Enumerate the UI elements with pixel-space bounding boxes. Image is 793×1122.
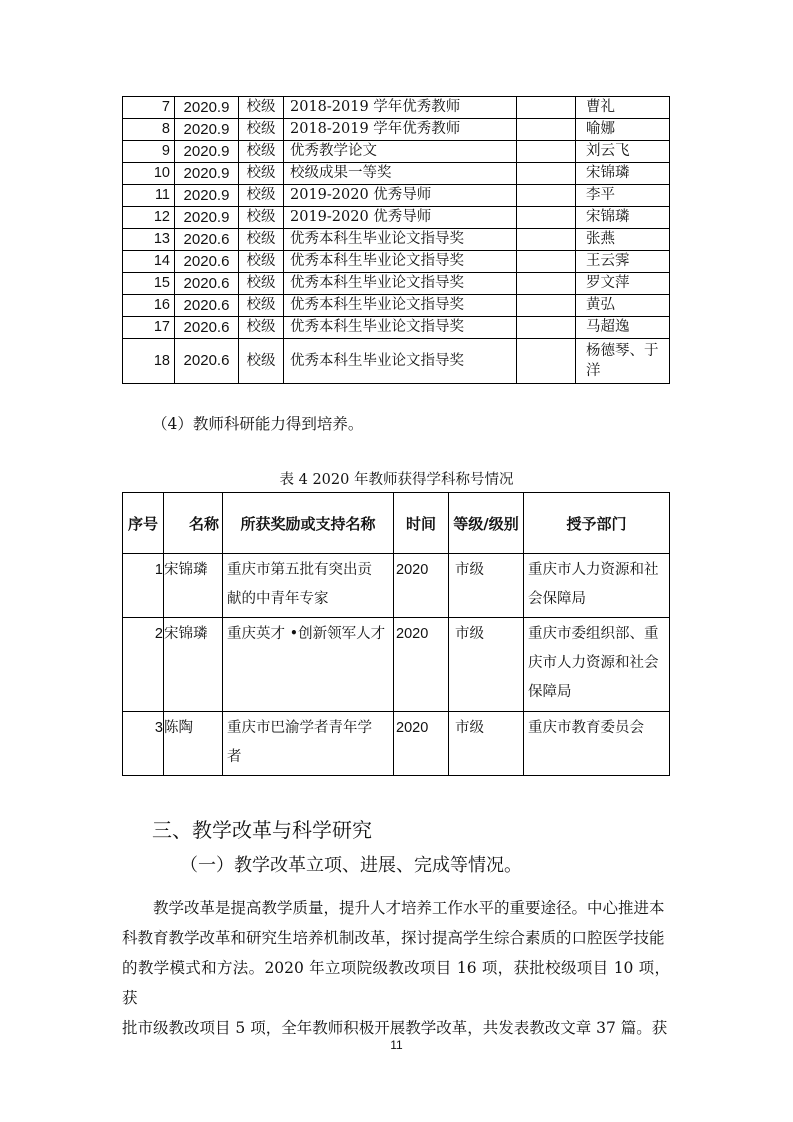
cell-no: 10: [123, 163, 175, 185]
cell-name: 曹礼: [576, 97, 670, 119]
cell-level: 校级: [239, 317, 284, 339]
page-number: 11: [390, 1038, 403, 1052]
cell-level: 校级: [239, 251, 284, 273]
cell-date: 2020.6: [175, 229, 239, 251]
cell-date: 2020.9: [175, 119, 239, 141]
cell-date: 2020.6: [175, 339, 239, 384]
table-row: [123, 251, 670, 273]
table-row: [123, 339, 670, 384]
cell-award: 校级成果一等奖: [284, 163, 517, 185]
table-row: [123, 229, 670, 251]
cell-award: 优秀教学论文: [284, 141, 517, 163]
table-header-row: [123, 493, 670, 554]
cell-award-line: 献的中青年专家: [227, 591, 329, 607]
table-row: [123, 554, 670, 618]
cell-award-line: 重庆市巴渝学者青年学: [227, 720, 372, 736]
cell-name: 刘云飞: [576, 141, 670, 163]
cell-name: 宋锦璘: [164, 554, 223, 618]
cell-name: 宋锦璘: [164, 618, 223, 712]
body-line: 科教育教学改革和研究生培养机制改革，探讨提高学生综合素质的口腔医学技能: [122, 929, 665, 947]
cell-empty: [517, 295, 576, 317]
cell-level: 校级: [239, 97, 284, 119]
body-line: 的教学模式和方法。2020 年立项院级教改项目 16 项，获批校级项目 10 项，获: [122, 959, 670, 1007]
cell-level: 校级: [239, 185, 284, 207]
cell-dept-line: 重庆市人力资源和社: [528, 562, 659, 578]
cell-no: 8: [123, 119, 175, 141]
cell-award: [223, 554, 394, 618]
cell-award-line: 重庆市第五批有突出贡: [227, 562, 372, 578]
cell-name: 王云霁: [576, 251, 670, 273]
cell-empty: [517, 317, 576, 339]
cell-award-line: 重庆英才 •创新领军人才: [227, 626, 386, 642]
cell-name-line: 杨德琴、于: [586, 343, 659, 359]
subsection-title: （一）教学改革立项、进展、完成等情况。: [180, 855, 522, 876]
cell-empty: [517, 163, 576, 185]
awards-table: [122, 96, 670, 384]
cell-name: 罗文萍: [576, 273, 670, 295]
table-row: [123, 163, 670, 185]
cell-award: 2019-2020 优秀导师: [284, 207, 517, 229]
cell-level: 校级: [239, 339, 284, 384]
header-name: 名称: [164, 493, 223, 554]
cell-no: 14: [123, 251, 175, 273]
cell-award: [223, 618, 394, 712]
cell-empty: [517, 273, 576, 295]
cell-no: 17: [123, 317, 175, 339]
header-no: 序号: [123, 493, 164, 554]
table-row: [123, 141, 670, 163]
cell-no: 2: [123, 618, 164, 712]
header-dept: 授予部门: [524, 493, 670, 554]
cell-name: 张燕: [576, 229, 670, 251]
cell-award: [223, 712, 394, 776]
cell-no: 16: [123, 295, 175, 317]
cell-date: 2020.6: [175, 295, 239, 317]
cell-award: 优秀本科生毕业论文指导奖: [284, 229, 517, 251]
cell-date: 2020.6: [175, 317, 239, 339]
cell-dept-line: 庆市人力资源和社会: [528, 655, 659, 671]
table-row: [123, 185, 670, 207]
cell-dept-line: 重庆市教育委员会: [528, 720, 644, 736]
cell-time: 2020: [394, 618, 449, 712]
cell-empty: [517, 185, 576, 207]
cell-name-line: 洋: [586, 363, 601, 379]
cell-date: 2020.6: [175, 251, 239, 273]
cell-name: 李平: [576, 185, 670, 207]
table-row: [123, 119, 670, 141]
table-row: [123, 295, 670, 317]
cell-name: 陈陶: [164, 712, 223, 776]
cell-name: 马超逸: [576, 317, 670, 339]
cell-level: 校级: [239, 163, 284, 185]
cell-no: 12: [123, 207, 175, 229]
cell-time: 2020: [394, 554, 449, 618]
cell-date: 2020.6: [175, 273, 239, 295]
cell-name: 宋锦璘: [576, 207, 670, 229]
cell-empty: [517, 141, 576, 163]
cell-dept: [524, 618, 670, 712]
cell-level: 校级: [239, 229, 284, 251]
cell-award: 2019-2020 优秀导师: [284, 185, 517, 207]
cell-empty: [517, 251, 576, 273]
header-time: 时间: [394, 493, 449, 554]
table-row: [123, 317, 670, 339]
cell-award: 优秀本科生毕业论文指导奖: [284, 251, 517, 273]
cell-award: 优秀本科生毕业论文指导奖: [284, 339, 517, 384]
table-row: [123, 712, 670, 776]
section-title: 三、教学改革与科学研究: [152, 818, 372, 842]
cell-level: 校级: [239, 295, 284, 317]
cell-name: 黄弘: [576, 295, 670, 317]
cell-empty: [517, 339, 576, 384]
body-paragraph: [122, 893, 670, 1043]
titles-table: [122, 492, 670, 776]
cell-dept-line: 保障局: [528, 684, 572, 700]
cell-level: 市级: [449, 618, 524, 712]
cell-award: 2018-2019 学年优秀教师: [284, 97, 517, 119]
cell-level: 校级: [239, 273, 284, 295]
paragraph-4: （4）教师科研能力得到培养。: [152, 415, 364, 433]
cell-award: 优秀本科生毕业论文指导奖: [284, 273, 517, 295]
cell-time: 2020: [394, 712, 449, 776]
cell-date: 2020.9: [175, 163, 239, 185]
cell-name: [576, 339, 670, 384]
cell-dept-line: 重庆市委组织部、重: [528, 626, 659, 642]
cell-award: 优秀本科生毕业论文指导奖: [284, 295, 517, 317]
cell-no: 1: [123, 554, 164, 618]
header-award: 所获奖励或支持名称: [223, 493, 394, 554]
cell-level: 校级: [239, 119, 284, 141]
cell-empty: [517, 119, 576, 141]
cell-no: 18: [123, 339, 175, 384]
cell-level: 市级: [449, 554, 524, 618]
cell-dept: [524, 554, 670, 618]
cell-award-line: 者: [227, 749, 242, 765]
table-row: [123, 207, 670, 229]
cell-date: 2020.9: [175, 97, 239, 119]
cell-date: 2020.9: [175, 141, 239, 163]
table-row: [123, 97, 670, 119]
cell-no: 13: [123, 229, 175, 251]
table-row: [123, 618, 670, 712]
cell-name: 喻娜: [576, 119, 670, 141]
cell-award: 优秀本科生毕业论文指导奖: [284, 317, 517, 339]
cell-level: 校级: [239, 141, 284, 163]
cell-award: 2018-2019 学年优秀教师: [284, 119, 517, 141]
cell-level: 市级: [449, 712, 524, 776]
cell-no: 7: [123, 97, 175, 119]
cell-name: 宋锦璘: [576, 163, 670, 185]
cell-date: 2020.9: [175, 185, 239, 207]
cell-empty: [517, 207, 576, 229]
cell-dept: [524, 712, 670, 776]
cell-no: 15: [123, 273, 175, 295]
cell-dept-line: 会保障局: [528, 591, 586, 607]
cell-empty: [517, 97, 576, 119]
cell-level: 校级: [239, 207, 284, 229]
cell-no: 3: [123, 712, 164, 776]
cell-no: 11: [123, 185, 175, 207]
cell-empty: [517, 229, 576, 251]
header-level: 等级/级别: [449, 493, 524, 554]
cell-date: 2020.9: [175, 207, 239, 229]
body-line: 批市级教改项目 5 项，全年教师积极开展教学改革，共发表教改文章 37 篇。获: [122, 1019, 668, 1037]
body-line: 教学改革是提高教学质量，提升人才培养工作水平的重要途径。中心推进本: [153, 899, 665, 917]
cell-no: 9: [123, 141, 175, 163]
table-4-caption: 表 4 2020 年教师获得学科称号情况: [279, 472, 514, 488]
table-row: [123, 273, 670, 295]
